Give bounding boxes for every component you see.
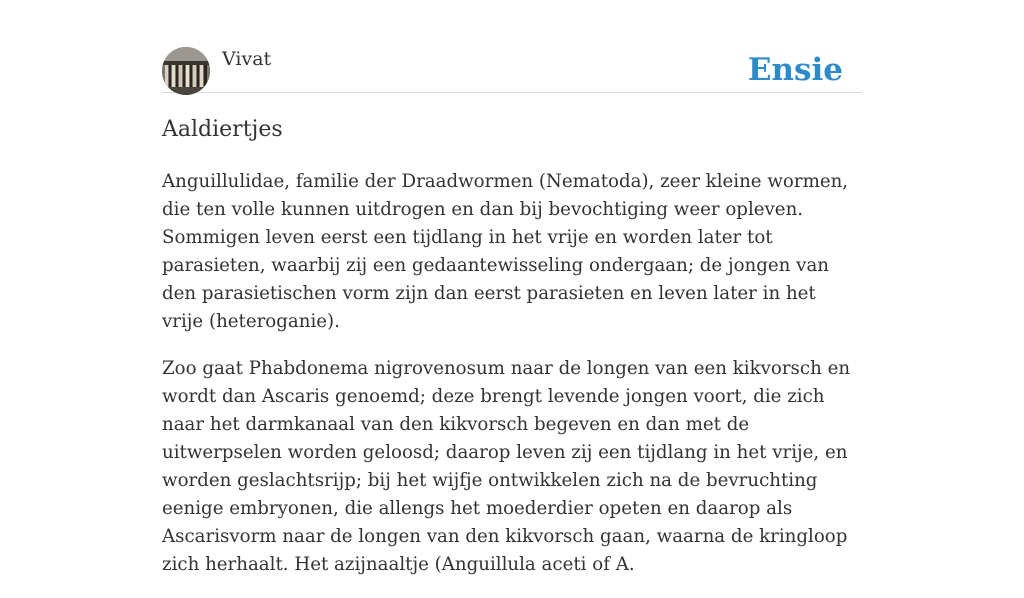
paragraph: Zoo gaat Phabdonema nigrovenosum naar de longen van een kikvorsch en wordt dan Ascaris genoemd; deze brengt levende jongen voort, die zich naar het darmkanaal van den kikvorsch begeven en dan met de uitwerpselen worden geloosd; daarop leven zij een tijdlang in het vrije, en worden geslachtsrijp; bij het wijfje ontwikkelen zich na de bevruchting eenige embryonen, die allengs het moederdier opeten en daarop als Ascarisvorm naar de longen van den kikvorsch gaan, waarna de kringloop zich herhaalt. Het azijnaaltje (Anguillula aceti of A. [162,358,851,575]
article-page [162,0,862,575]
article-title: Aaldiertjes [162,117,283,142]
article-body [162,168,862,598]
author-name[interactable]: Vivat [222,48,272,70]
site-logo[interactable]: Ensie [747,52,843,88]
header [162,46,862,93]
avatar[interactable] [162,47,210,95]
paragraph: Anguillulidae, familie der Draadwormen (Nematoda), zeer kleine wormen, die ten volle kunnen uitdrogen en dan bij bevochtiging weer opleven. Sommigen leven eerst een tijdlang in het vrije en worden later tot parasieten, waarbij zij een gedaantewisseling ondergaan; de jongen van den parasietischen vorm zijn dan eerst parasieten en leven later in het vrije (heteroganie). [162,171,849,332]
books-icon [162,47,210,95]
